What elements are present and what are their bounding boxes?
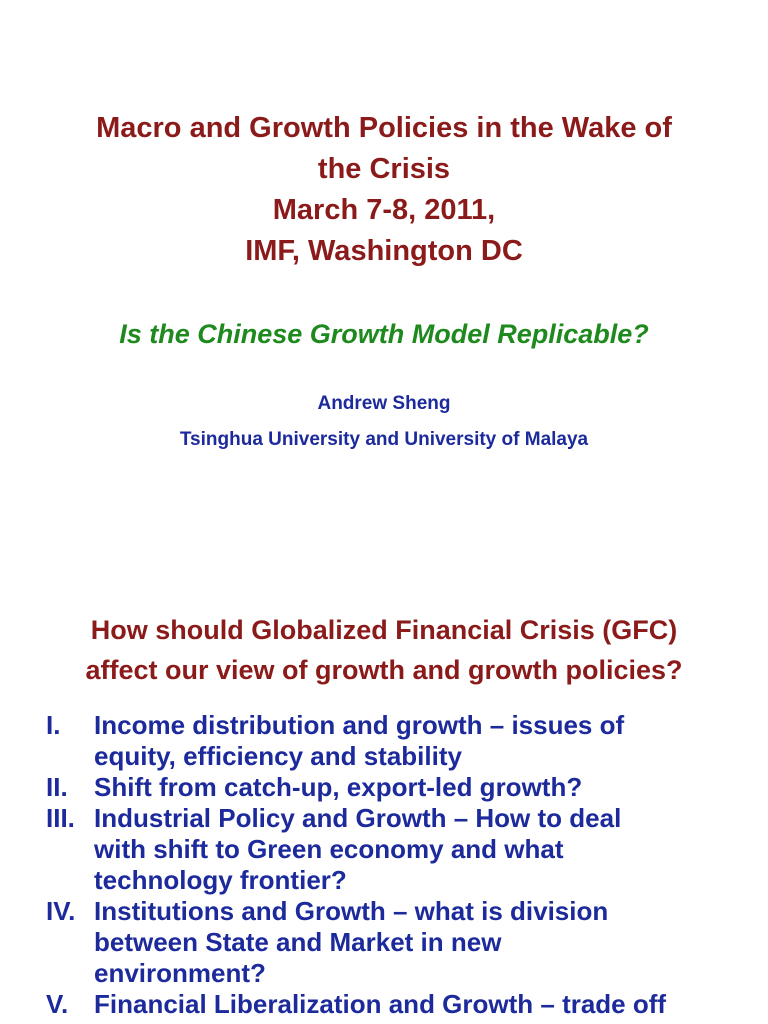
list-item-text xyxy=(94,710,758,772)
list-item-line: technology frontier? xyxy=(94,865,347,895)
list-item-text xyxy=(94,896,758,989)
list-item-number: I. xyxy=(46,710,61,740)
list-item xyxy=(0,710,768,772)
list-item-text xyxy=(94,803,758,896)
list-item-line: between State and Market in new xyxy=(94,927,502,957)
list-item xyxy=(0,896,768,989)
author-name: Andrew Sheng xyxy=(317,393,451,414)
topic-list xyxy=(0,710,768,1020)
section-heading xyxy=(20,610,748,690)
list-item xyxy=(0,803,768,896)
title-line: IMF, Washington DC xyxy=(245,235,523,267)
list-item-line: with shift to Green economy and what xyxy=(94,834,564,864)
list-item-line: Financial Liberalization and Growth – trade off xyxy=(94,989,667,1019)
slide-subtitle: Is the Chinese Growth Model Replicable? xyxy=(119,319,649,349)
list-item-line: Income distribution and growth – issues of xyxy=(94,710,625,740)
list-item-line: equity, efficiency and stability xyxy=(94,741,462,771)
list-item-number: IV. xyxy=(46,896,76,926)
heading-line: affect our view of growth and growth policies? xyxy=(85,655,683,685)
list-item-line: Industrial Policy and Growth – How to deal xyxy=(94,803,622,833)
heading-line: How should Globalized Financial Crisis (GFC) xyxy=(90,615,678,645)
slide-title xyxy=(40,108,728,272)
title-line: the Crisis xyxy=(317,153,451,185)
list-item-number: III. xyxy=(46,803,75,833)
list-item-text xyxy=(94,772,758,803)
title-line: Macro and Growth Policies in the Wake of xyxy=(96,112,672,144)
list-item-line: Shift from catch-up, export-led growth? xyxy=(94,772,583,802)
list-item-text xyxy=(94,989,758,1020)
list-item-line: Institutions and Growth – what is division xyxy=(94,896,609,926)
author-affiliation: Tsinghua University and University of Malaya xyxy=(179,429,589,450)
list-item xyxy=(0,772,768,803)
title-line: March 7-8, 2011, xyxy=(272,194,496,226)
list-item-number: II. xyxy=(46,772,68,802)
list-item-number: V. xyxy=(46,989,69,1019)
list-item-line: environment? xyxy=(94,958,266,988)
list-item xyxy=(0,989,768,1020)
